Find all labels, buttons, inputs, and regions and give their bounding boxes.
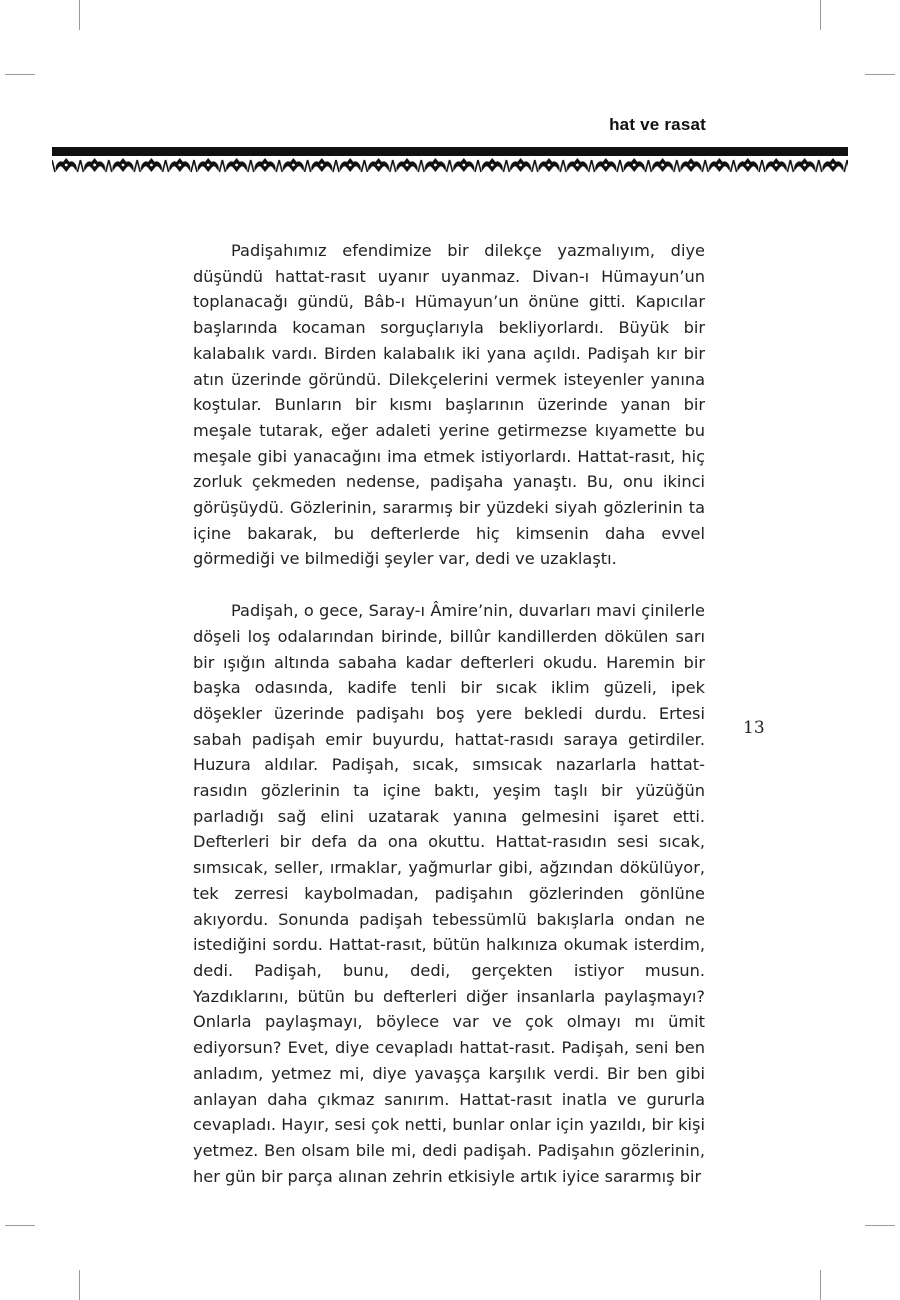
crop-mark-bottom-left [79, 1270, 80, 1300]
page-number: 13 [743, 718, 765, 738]
crop-mark-right-lower [865, 1225, 895, 1226]
crop-mark-bottom-right [820, 1270, 821, 1300]
paragraph-2: Padişah, o gece, Saray-ı Âmire’nin, duvarları mavi çinilerle döşeli loş odalarından birinde, billûr kandillerden dökülen sarı bir ışığın altında sabaha kadar defterleri okudu. Haremin bir başka odasında, kadife tenli bir sıcak iklim güzeli, ipek döşekler üzerinde padişahı boş yere bekledi durdu. Ertesi sabah padişah emir buyurdu, hattat-rasıdı saraya getirdiler. Huzura aldılar. Padişah, sıcak, sımsıcak nazarlarla hattat-rasıdın gözlerinin ta içine baktı, yeşim taşlı bir yüzüğün parladığı sağ elini uzatarak yanına gelmesini işaret etti. Defterleri bir defa da ona okuttu. Hattat-rasıdın sesi sıcak, sımsıcak, seller, ırmaklar, yağmurlar gibi, ağzından dökülüyor, tek zerresi kaybolmadan, padişahın gözlerinden gönlüne akıyordu. Sonunda padişah tebessümlü bakışlarla ondan ne istediğini sordu. Hattat-rasıt, bütün halkınıza okumak isterdim, dedi. Padişah, bunu, dedi, gerçekten istiyor musun. Yazdıklarını, bütün bu defterleri diğer insanlarla paylaşmayı? Onlarla paylaşmayı, böylece var ve çok olmayı mı ümit ediyorsun? Evet, diye cevapladı hattat-rasıt. Padişah, seni ben anladım, yetmez mi, diye yavaşça karşılık verdi. Bir ben gibi anlayan daha çıkmaz sanırım. Hattat-rasıt inatla ve gururla cevapladı. Hayır, sesi çok netti, bunlar onlar için yazıldı, bir kişi yetmez. Ben olsam bile mi, dedi padişah. Padişahın gözlerinin, her gün bir parça alınan zehrin etkisiyle artık iyice sararmış bir [193, 601, 705, 1186]
running-title: hat ve rasat [609, 115, 706, 134]
paragraph-1: Padişahımız efendimize bir dilekçe yazmalıyım, diye düşündü hattat-rasıt uyanır uyanmaz. Divan-ı Hümayun’un toplanacağı gündü, Bâb-ı Hümayun’un önüne gitti. Kapıcılar başlarında kocaman sorguçlarıyla bekliyorlardı. Büyük bir kalabalık vardı. Birden kalabalık iki yana açıldı. Padişah kır bir atın üzerinde göründü. Dilekçelerini vermek isteyenler yanına koştular. Bunların bir kısmı başlarının üzerinde yanan bir meşale tutarak, eğer adaleti yerine getirmezse kıyamette bu meşale gibi yanacağını ima etmek istiyorlardı. Hattat-rasıt, hiç zorluk çekmeden nedense, padişaha yanaştı. Bu, onu ikinci görüşüydü. Gözlerinin, sararmış bir yüzdeki siyah gözlerinin ta içine bakarak, bu defterlerde hiç kimsenin daha evvel görmediği ve bilmediği şeyler var, dedi ve uzaklaştı. [193, 241, 705, 569]
crop-mark-right-upper [865, 74, 895, 75]
crop-mark-left-upper [5, 74, 35, 75]
crop-mark-left-lower [5, 1225, 35, 1226]
header-rule [52, 147, 848, 156]
crop-mark-top-right [820, 0, 821, 30]
crop-mark-top-left [79, 0, 80, 30]
arabesque-border-icon [52, 156, 848, 174]
body-text [193, 238, 705, 1189]
